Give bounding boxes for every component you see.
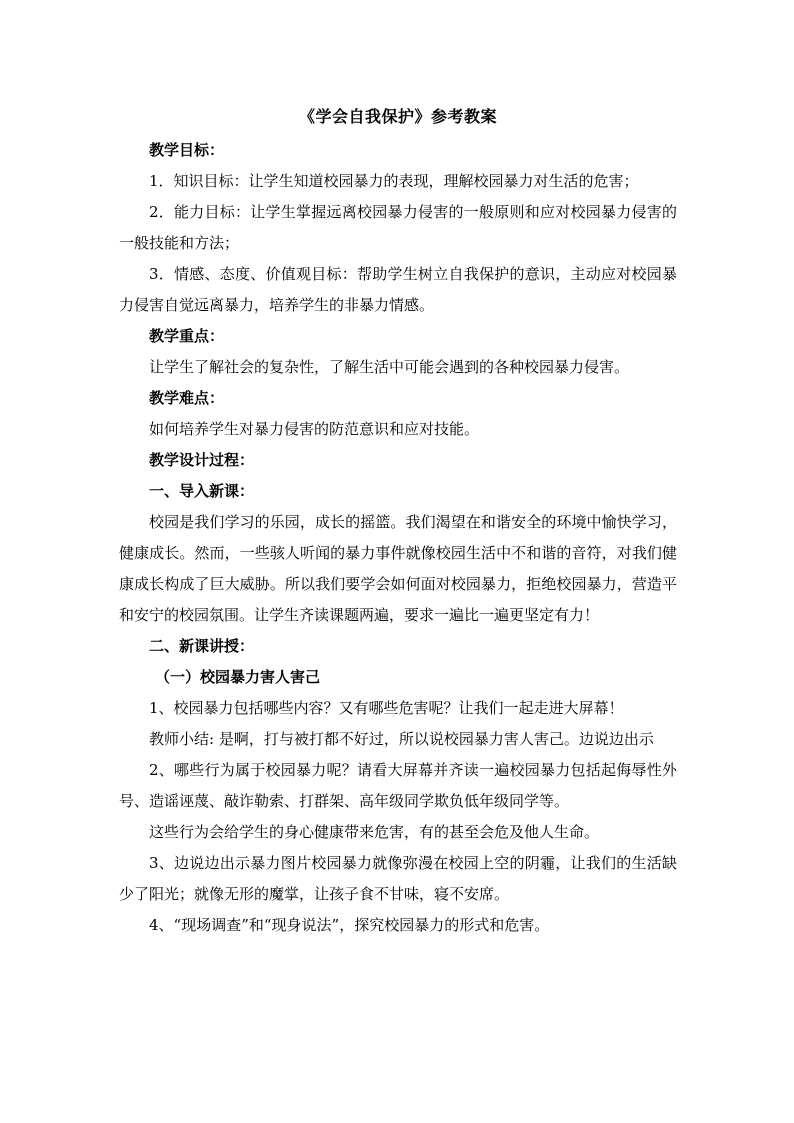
document-page [119,99,677,941]
focus-text: 让学生了解社会的复杂性，了解生活中可能会遇到的各种校园暴力侵害。 [149,358,630,376]
difficulty-text: 如何培养学生对暴力侵害的防范意识和应对技能。 [149,420,480,438]
document-title: 《学会自我保护》参考教案 [298,107,497,126]
section-one-heading: （一）校园暴力害人害己 [155,668,321,686]
paragraph-2: 2、哪些行为属于校园暴力呢？请看大屏幕并齐读一遍校园暴力包括起侮辱性外号、造谣诬蔑、敲诈勒索、打群架、高年级同学欺负低年级同学等。 [119,761,677,810]
lecture-heading: 二、新课讲授： [149,637,255,655]
paragraph-teacher-summary: 教师小结: 是啊，打与被打都不好过，所以说校园暴力害人害己。边说边出示 [149,730,654,748]
goals-heading: 教学目标： [149,141,225,159]
goal-emotion: 3．情感、态度、价值观目标：帮助学生树立自我保护的意识，主动应对校园暴力侵害自觉远离暴力，培养学生的非暴力情感。 [119,265,677,314]
paragraph-1: 1、校园暴力包括哪些内容？又有哪些危害呢？让我们一起走进大屏幕！ [149,699,624,717]
difficulty-heading: 教学难点： [149,389,225,407]
paragraph-3: 3、边说边出示暴力图片校园暴力就像弥漫在校园上空的阴霾，让我们的生活缺少了阳光；就像无形的魔掌，让孩子食不甘味，寝不安席。 [119,854,677,903]
intro-text: 校园是我们学习的乐园，成长的摇篮。我们渴望在和谐安全的环境中愉快学习，健康成长。然而，一些骇人听闻的暴力事件就像校园生活中不和谐的音符，对我们健康成长构成了巨大威胁。所以我们要学会如何面对校园暴力，拒绝校园暴力，营造平和安宁的校园氛围。让学生齐读课题两遍，要求一遍比一遍更坚定有力！ [119,513,677,624]
process-heading: 教学设计过程： [149,451,255,469]
intro-heading: 一、导入新课： [149,482,255,500]
focus-heading: 教学重点： [149,327,225,345]
goal-knowledge: 1．知识目标：让学生知道校园暴力的表现，理解校园暴力对生活的危害； [149,172,639,190]
goal-ability: 2．能力目标：让学生掌握远离校园暴力侵害的一般原则和应对校园暴力侵害的一般技能和方法； [119,203,677,252]
paragraph-4: 4、“现场调查”和“现身说法”，探究校园暴力的形式和危害。 [149,916,550,934]
paragraph-harm: 这些行为会给学生的身心健康带来危害，有的甚至会危及他人生命。 [149,823,600,841]
